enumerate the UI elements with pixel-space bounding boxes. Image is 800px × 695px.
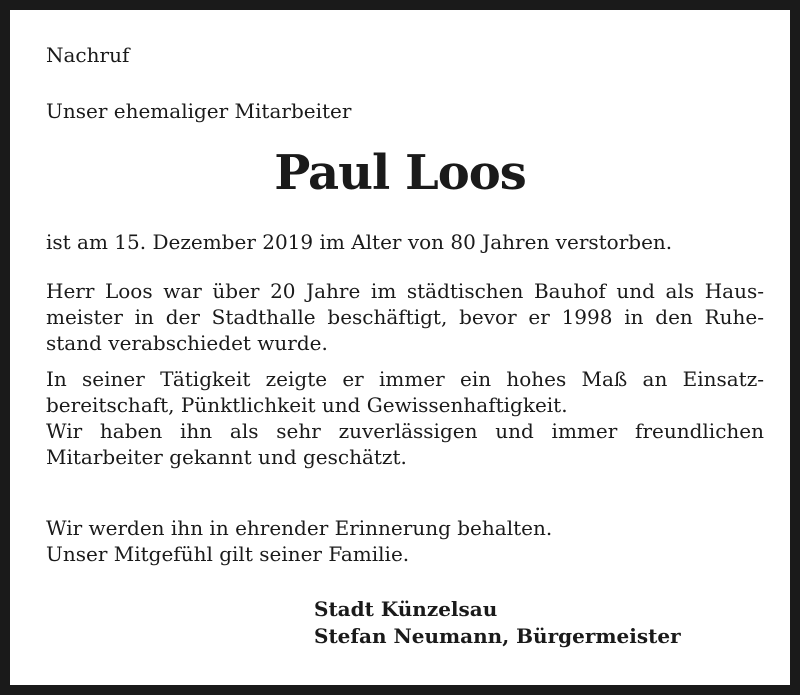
text-line: Wir haben ihn als sehr zuverlässigen und immer freundlichen [46,419,764,443]
heading: Nachruf [46,43,130,67]
text-line: Unser Mitgefühl gilt seiner Familie. [46,542,410,566]
signature-person: Stefan Neumann, Bürgermeister [314,624,681,648]
paragraph-closing [46,515,764,567]
text-line: In seiner Tätigkeit zeigte er immer ein hohes Maß an Einsatz- [46,367,764,391]
signature-org: Stadt Künzelsau [314,597,498,621]
text-line: meister in der Stadthalle beschäftigt, bevor er 1998 in den Ruhe- [46,305,764,329]
paragraph-qualities [46,366,764,470]
text-line: Mitarbeiter gekannt und geschätzt. [46,445,407,469]
paragraph-career [46,278,764,356]
text-line: stand verabschiedet wurde. [46,331,328,355]
text-line: bereitschaft, Pünktlichkeit und Gewissenhaftigkeit. [46,393,568,417]
death-notice: ist am 15. Dezember 2019 im Alter von 80 Jahren verstorben. [46,230,673,254]
text-line: Herr Loos war über 20 Jahre im städtischen Bauhof und als Haus- [46,279,764,303]
intro: Unser ehemaliger Mitarbeiter [46,99,352,123]
text-line: Wir werden ihn in ehrender Erinnerung behalten. [46,516,553,540]
deceased-name: Paul Loos [274,145,526,201]
